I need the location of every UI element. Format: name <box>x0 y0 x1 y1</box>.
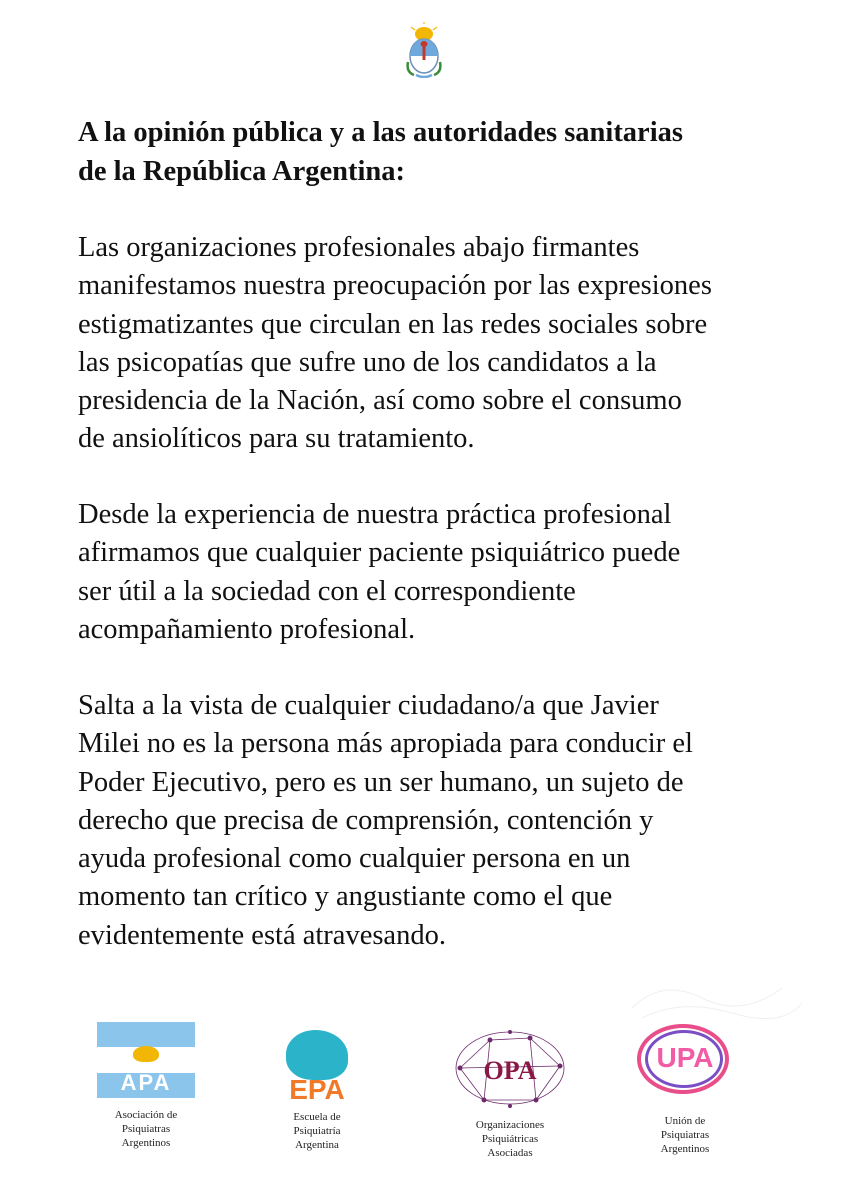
upa-brain-icon <box>633 1022 737 1108</box>
paragraph-line: ser útil a la sociedad con el correspondiente <box>78 575 576 607</box>
caption-line: Asociación de <box>114 1109 178 1121</box>
apa-flag-icon <box>97 1022 195 1098</box>
logo-abbreviation: APA <box>120 1070 172 1095</box>
logo-caption <box>620 1114 750 1156</box>
epa-head-icon <box>272 1030 362 1108</box>
paragraph-line: Las organizaciones profesionales abajo firmantes <box>78 232 640 263</box>
logo-apa <box>86 1022 206 1150</box>
paragraph-line: evidentemente está atravesando. <box>78 919 446 951</box>
paragraph-line: Poder Ejecutivo, pero es un ser humano, un sujeto de <box>78 766 684 798</box>
paragraph-line: manifestamos nuestra preocupación por las expresiones <box>78 270 712 302</box>
paragraph-line: afirmamos que cualquier paciente psiquiátrico puede <box>78 537 681 569</box>
paragraph-line: Milei no es la persona más apropiada para conducir el <box>78 728 693 760</box>
caption-line: Argentinos <box>121 1137 171 1149</box>
logo-upa <box>620 1022 750 1156</box>
paragraph-line: derecho que precisa de comprensión, contención y <box>78 804 654 836</box>
logo-caption <box>86 1108 206 1150</box>
caption-line: Psiquiatras <box>121 1123 171 1135</box>
caption-line: Argentinos <box>660 1143 710 1155</box>
paragraph-3 <box>78 687 808 955</box>
paragraph-line: de ansiolíticos para su tratamiento. <box>78 423 475 455</box>
paragraph-line: ayuda profesional como cualquier persona en un <box>78 843 631 875</box>
paragraph-line: Salta a la vista de cualquier ciudadano/a que Javier <box>78 690 659 721</box>
logo-opa <box>440 1028 580 1160</box>
brain-head-icon <box>286 1030 348 1080</box>
paragraph-line: estigmatizantes que circulan en las redes sociales sobre <box>78 308 708 340</box>
paragraph-line: Desde la experiencia de nuestra práctica profesional <box>78 499 672 530</box>
paragraph-2 <box>78 496 808 649</box>
paragraph-line: presidencia de la Nación, así como sobre el consumo <box>78 385 682 417</box>
paragraph-1 <box>78 229 808 459</box>
caption-line: Psiquiatras <box>660 1129 710 1141</box>
logo-epa <box>264 1030 370 1152</box>
logo-abbreviation: UPA <box>656 1042 714 1073</box>
background-watermark <box>622 968 812 1028</box>
argentina-coat-of-arms-icon <box>404 22 444 78</box>
caption-line: Escuela de <box>293 1111 341 1123</box>
caption-line: Unión de <box>664 1115 706 1127</box>
caption-line: Psiquiátricas <box>481 1133 539 1145</box>
paragraph-line: momento tan crítico y angustiante como el que <box>78 881 613 913</box>
letter-heading <box>78 113 798 191</box>
caption-line: Argentina <box>295 1139 339 1151</box>
heading-line: A la opinión pública y a las autoridades sanitarias <box>78 117 683 148</box>
brain-icon <box>133 1046 159 1062</box>
paragraph-line: las psicopatías que sufre uno de los candidatos a la <box>78 346 657 378</box>
heading-line: de la República Argentina: <box>78 156 405 187</box>
caption-line: Organizaciones <box>475 1119 545 1131</box>
caption-line: Asociadas <box>487 1147 533 1159</box>
logo-caption <box>440 1118 580 1160</box>
caption-line: Psiquiatría <box>293 1125 341 1137</box>
logo-caption <box>264 1110 370 1152</box>
logo-abbreviation: EPA <box>289 1074 345 1105</box>
logo-abbreviation: OPA <box>483 1056 537 1085</box>
opa-network-icon <box>450 1028 570 1112</box>
paragraph-line: acompañamiento profesional. <box>78 613 416 645</box>
